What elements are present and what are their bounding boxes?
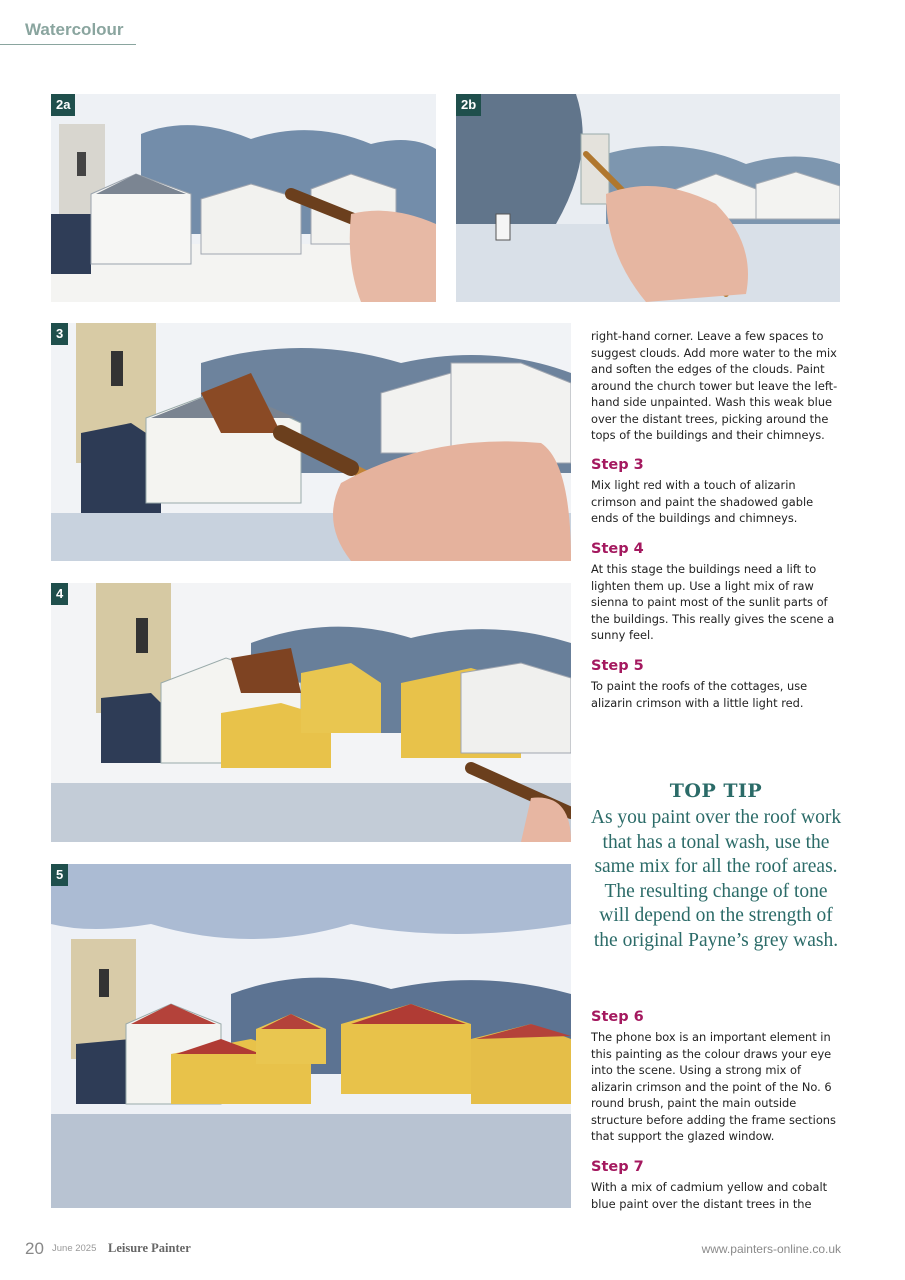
photo-step-5 [51,864,571,1208]
step-body [591,561,843,644]
photo-badge: 2a [51,94,75,116]
step-body [591,1179,843,1212]
photo-badge: 3 [51,323,68,345]
painting-illustration [51,583,571,842]
step-heading: Step 4 [591,541,644,557]
photo-badge: 2b [456,94,481,116]
step-text: At this stage the buildings need a lift to lighten them up. Use a light mix of raw sienna to paint most of the sunlit parts of the buildings. This really gives the scene a sunny feel. [591,562,835,642]
step-text: With a mix of cadmium yellow and cobalt blue paint over the distant trees in the [591,1180,828,1211]
photo-badge: 4 [51,583,68,605]
photo-step-3 [51,323,571,561]
painting-illustration [51,94,436,302]
photo-step-4 [51,583,571,842]
website-link[interactable]: www.painters-online.co.uk [701,1242,841,1256]
section-label: Watercolour [25,20,124,39]
step-body [591,477,843,527]
page-number: 20 [25,1239,44,1258]
step-text: The phone box is an important element in this painting as the colour draws your eye into the scene. Using a strong mix of alizarin crimson and the point of the No. 6 round brush, paint the main outside structure before adding the frame sections that support the glazed window. [591,1030,836,1143]
step-heading: Step 6 [591,1009,644,1025]
top-tip-text: As you paint over the roof work that has a tonal wash, use the same mix for all the roof areas. The resulting change of tone will depend on the strength of the original Payne’s grey wash. [590,807,842,951]
photo-step-2b [456,94,840,302]
photo-step-2a [51,94,436,302]
step-text: To paint the roofs of the cottages, use alizarin crimson with a little light red. [591,679,808,710]
top-tip-title: TOP TIP [669,780,763,802]
magazine-name: Leisure Painter [108,1241,191,1255]
painting-illustration [456,94,840,302]
step-heading: Step 7 [591,1159,644,1175]
step-text: Mix light red with a touch of alizarin crimson and paint the shadowed gable ends of the buildings and chimneys. [591,478,814,525]
painting-illustration [51,864,571,1208]
step-body [591,678,843,711]
photo-badge: 5 [51,864,68,886]
step-heading: Step 3 [591,457,644,473]
step-heading: Step 5 [591,658,644,674]
step-body [591,1029,843,1145]
section-divider [0,44,136,45]
intro-text: right-hand corner. Leave a few spaces to suggest clouds. Add more water to the mix and soften the edges of the clouds. Paint around the church tower but leave the left-hand side unpainted. Wash this weak blue over the distant trees, picking around the tops of the buildings and their chimneys. [591,329,838,442]
intro-paragraph [591,328,843,444]
issue-date: June 2025 [52,1243,97,1254]
painting-illustration [51,323,571,561]
